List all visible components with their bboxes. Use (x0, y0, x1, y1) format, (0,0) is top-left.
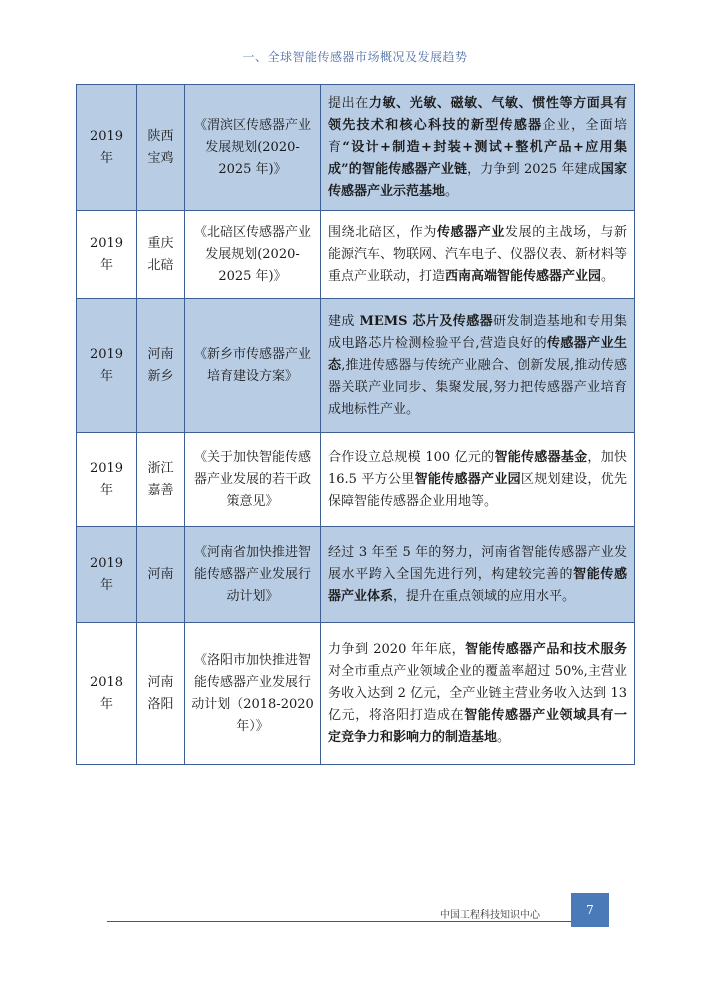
content-text: ，加快 16.5 平方公里 (328, 449, 627, 487)
cell-region: 重庆北碚 (137, 211, 185, 299)
content-highlight: 智能传感器基金 (494, 449, 588, 465)
table-row (77, 85, 635, 211)
cell-policy-document: 《渭滨区传感器产业发展规划(2020-2025 年)》 (185, 85, 321, 211)
content-highlight: 传感器产业生态 (328, 335, 627, 373)
footer-organization: 中国工程科技知识中心 (440, 910, 540, 921)
cell-policy-content (321, 299, 635, 433)
policy-table (76, 84, 635, 765)
cell-region: 河南 (137, 527, 185, 623)
page-header-title: 一、全球智能传感器市场概况及发展趋势 (242, 50, 468, 64)
content-text: 经过 3 年至 5 年的努力，河南省智能传感器产业发展水平跨入全国先进行列，构建较完善的 (328, 544, 627, 582)
cell-year: 2019 年 (77, 211, 137, 299)
content-text: 围绕北碚区，作为 (328, 224, 437, 240)
cell-policy-content (321, 623, 635, 765)
content-highlight: MEMS 芯片及传感器 (359, 313, 494, 329)
content-highlight: 智能传感器产业体系 (328, 566, 627, 604)
cell-policy-document: 《北碚区传感器产业发展规划(2020-2025 年)》 (185, 211, 321, 299)
content-text: 对全市重点产业领域企业的覆盖率超过 50%,主营业务收入达到 2 亿元，全产业链主营业务收入达到 13 亿元，将洛阳打造成在 (328, 663, 627, 723)
content-text: ,推进传感器与传统产业融合、创新发展,推动传感器关联产业同步、集聚发展,努力把传感器产业培育成地标性产业。 (328, 357, 627, 417)
cell-region: 浙江嘉善 (137, 433, 185, 527)
table-row (77, 433, 635, 527)
content-text: 发展的主战场，与新能源汽车、物联网、汽车电子、仪器仪表、新材料等重点产业联动，打造 (328, 224, 628, 284)
content-text: 合作设立总规模 100 亿元的 (328, 449, 495, 465)
content-highlight: “设计+制造+封装+测试+整机产品+应用集成”的智能传感器产业链 (328, 139, 627, 177)
content-highlight: 西南高端智能传感器产业园 (445, 268, 602, 284)
cell-policy-content (321, 211, 635, 299)
cell-policy-document: 《洛阳市加快推进智能传感器产业发展行动计划（2018-2020 年）》 (185, 623, 321, 765)
cell-year: 2019 年 (77, 433, 137, 527)
content-highlight: 智能传感器产业园 (414, 471, 521, 487)
content-text: 。 (601, 268, 615, 284)
content-highlight: 传感器产业 (436, 224, 506, 240)
cell-policy-document: 《河南省加快推进智能传感器产业发展行动计划》 (185, 527, 321, 623)
cell-policy-document: 《新乡市传感器产业培育建设方案》 (185, 299, 321, 433)
content-text: ，提升在重点领域的应用水平。 (393, 588, 576, 604)
content-text: 区规划建设，优先保障智能传感器企业用地等。 (328, 471, 627, 509)
content-highlight: 智能传感器产业领域具有一定竞争力和影响力的制造基地 (328, 707, 627, 745)
cell-region: 河南洛阳 (137, 623, 185, 765)
cell-policy-content (321, 433, 635, 527)
content-text: 。 (445, 183, 459, 199)
content-text: 企业，全面培育 (328, 117, 627, 155)
content-text: 建成 (328, 313, 360, 329)
cell-year: 2018 年 (77, 623, 137, 765)
content-text: ，力争到 2025 年建成 (467, 161, 601, 177)
content-highlight: 智能传感器产品和技术服务 (465, 641, 627, 657)
cell-year: 2019 年 (77, 527, 137, 623)
cell-region: 河南新乡 (137, 299, 185, 433)
cell-region: 陕西宝鸡 (137, 85, 185, 211)
table-row (77, 211, 635, 299)
content-text: 。 (497, 729, 511, 745)
cell-policy-content (321, 85, 635, 211)
content-text: 提出在 (328, 95, 369, 111)
page-number: 7 (571, 893, 609, 927)
content-text: 研发制造基地和专用集成电路芯片检测检验平台,营造良好的 (328, 313, 627, 351)
table-row (77, 623, 635, 765)
table-row (77, 299, 635, 433)
content-text: 力争到 2020 年年底， (328, 641, 466, 657)
content-highlight: 国家传感器产业示范基地 (328, 161, 627, 199)
cell-year: 2019 年 (77, 85, 137, 211)
table-row (77, 527, 635, 623)
cell-policy-content (321, 527, 635, 623)
content-highlight: 力敏、光敏、磁敏、气敏、惯性等方面具有领先技术和核心科技的新型传感器 (328, 95, 627, 133)
cell-policy-document: 《关于加快智能传感器产业发展的若干政策意见》 (185, 433, 321, 527)
footer-divider (107, 921, 585, 922)
cell-year: 2019 年 (77, 299, 137, 433)
